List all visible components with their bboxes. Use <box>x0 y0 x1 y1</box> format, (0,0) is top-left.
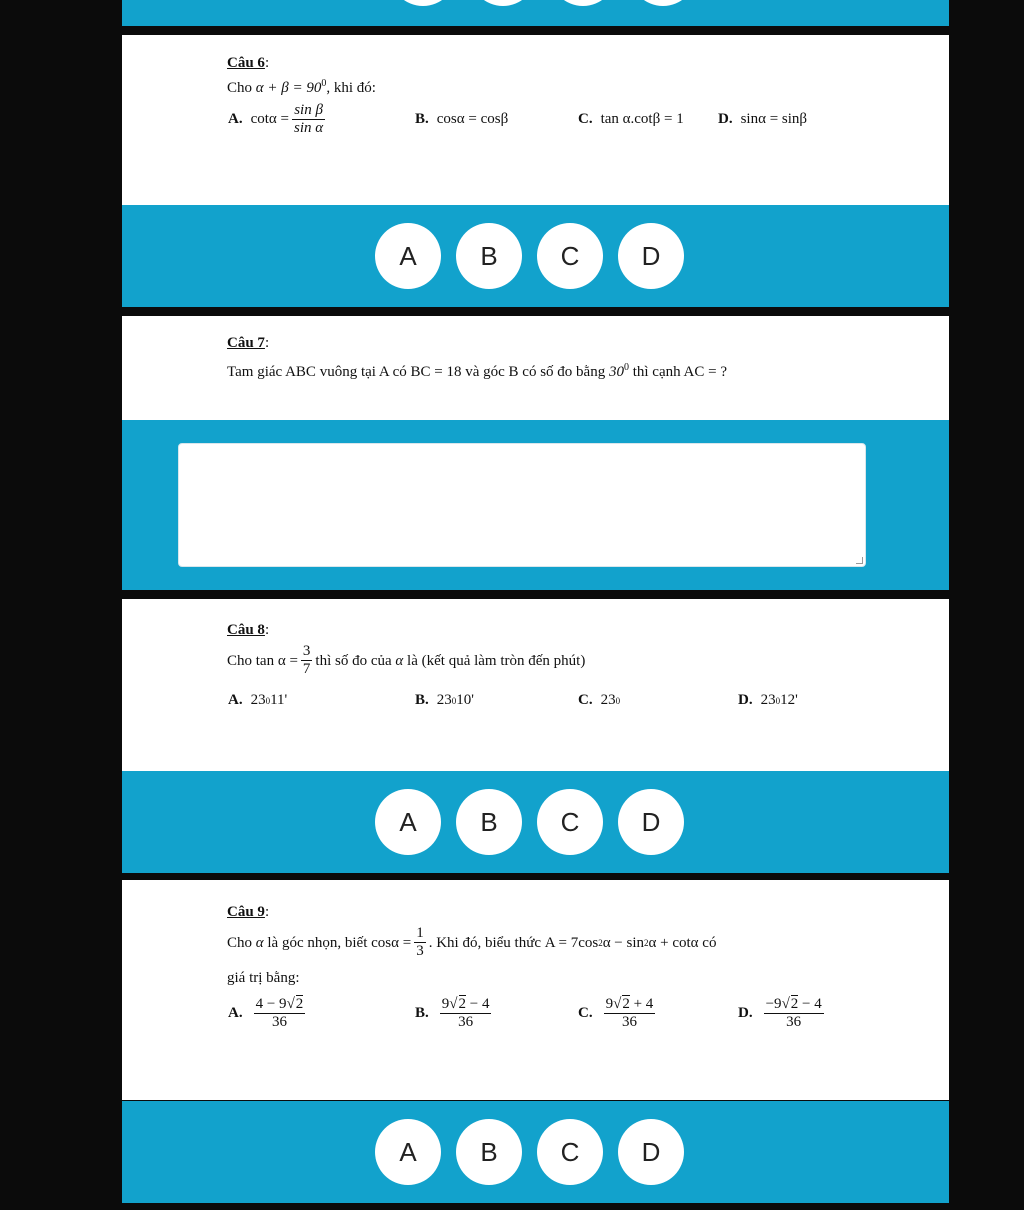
choice-d-button[interactable]: D <box>618 1119 684 1185</box>
question-9-text-line2: giá trị bằng: <box>227 970 300 986</box>
resize-handle[interactable] <box>856 557 863 564</box>
q6-option-a: A. cotα = $\frac{\text{sin β}}{\text{sin α}}$ <box>228 102 324 136</box>
q9-option-d: D. $\frac{-9√2 - 4}{36}$ <box>738 996 822 1030</box>
question-8-text: Cho tan α = $\frac{3}{7}$ thì số đo của α là (kết quả làm tròn đến phút) <box>227 643 586 677</box>
question-6-title: Câu 6: <box>227 55 270 71</box>
answer-text-input[interactable] <box>178 443 866 567</box>
question-9-title: Câu 9: <box>227 904 270 920</box>
choice-button-partial[interactable] <box>630 0 696 6</box>
choice-c-button[interactable]: C <box>537 789 603 855</box>
q8-option-a: A. 23 0 11' <box>228 692 288 708</box>
choice-c-button[interactable]: C <box>537 1119 603 1185</box>
choice-d-button[interactable]: D <box>618 223 684 289</box>
choice-button-partial[interactable] <box>390 0 456 6</box>
choice-a-button[interactable]: A <box>375 789 441 855</box>
q9-option-b: B. $\frac{9√2 - 4}{36}$ <box>415 996 490 1030</box>
choice-b-button[interactable]: B <box>456 789 522 855</box>
question-8-title: Câu 8: <box>227 622 270 638</box>
q6-option-b: B. cosα = cosβ <box>415 111 509 127</box>
choice-c-button[interactable]: C <box>537 223 603 289</box>
answer-bar-q9 <box>122 1101 949 1203</box>
question-7-title: Câu 7: <box>227 335 270 351</box>
choice-a-button[interactable]: A <box>375 1119 441 1185</box>
q9-option-a: A. $\frac{4 - 9√2}{36}$ <box>228 996 304 1030</box>
choice-button-partial[interactable] <box>470 0 536 6</box>
question-6-text: Cho $\alpha + \beta = 90^0$, khi đó: <box>227 78 376 96</box>
q6-option-c: C. tan α.cotβ = 1 <box>578 111 684 127</box>
choice-b-button[interactable]: B <box>456 1119 522 1185</box>
q8-option-c: C. 23 0 <box>578 692 621 708</box>
choice-d-button[interactable]: D <box>618 789 684 855</box>
q8-option-d: D. 23 0 12' <box>738 692 798 708</box>
q6-option-d: D. sinα = sinβ <box>718 111 808 127</box>
answer-bar-q8 <box>122 771 949 873</box>
answer-bar-q6 <box>122 205 949 307</box>
choice-button-partial[interactable] <box>550 0 616 6</box>
q9-option-c: C. $\frac{9√2 + 4}{36}$ <box>578 996 654 1030</box>
q8-option-b: B. 23 0 10' <box>415 692 474 708</box>
question-9-text: Cho α là góc nhọn, biết cosα = $\frac{1}{3}$ . Khi đó, biểu thức A = 7cos 2 α − sin 2 α + cotα có <box>227 925 717 959</box>
question-7-text: Tam giác ABC vuông tại A có BC = 18 và góc B có số đo bằng $30^0$ thì cạnh AC = ? <box>227 362 727 380</box>
choice-a-button[interactable]: A <box>375 223 441 289</box>
choice-b-button[interactable]: B <box>456 223 522 289</box>
answer-bar-top <box>122 0 949 26</box>
